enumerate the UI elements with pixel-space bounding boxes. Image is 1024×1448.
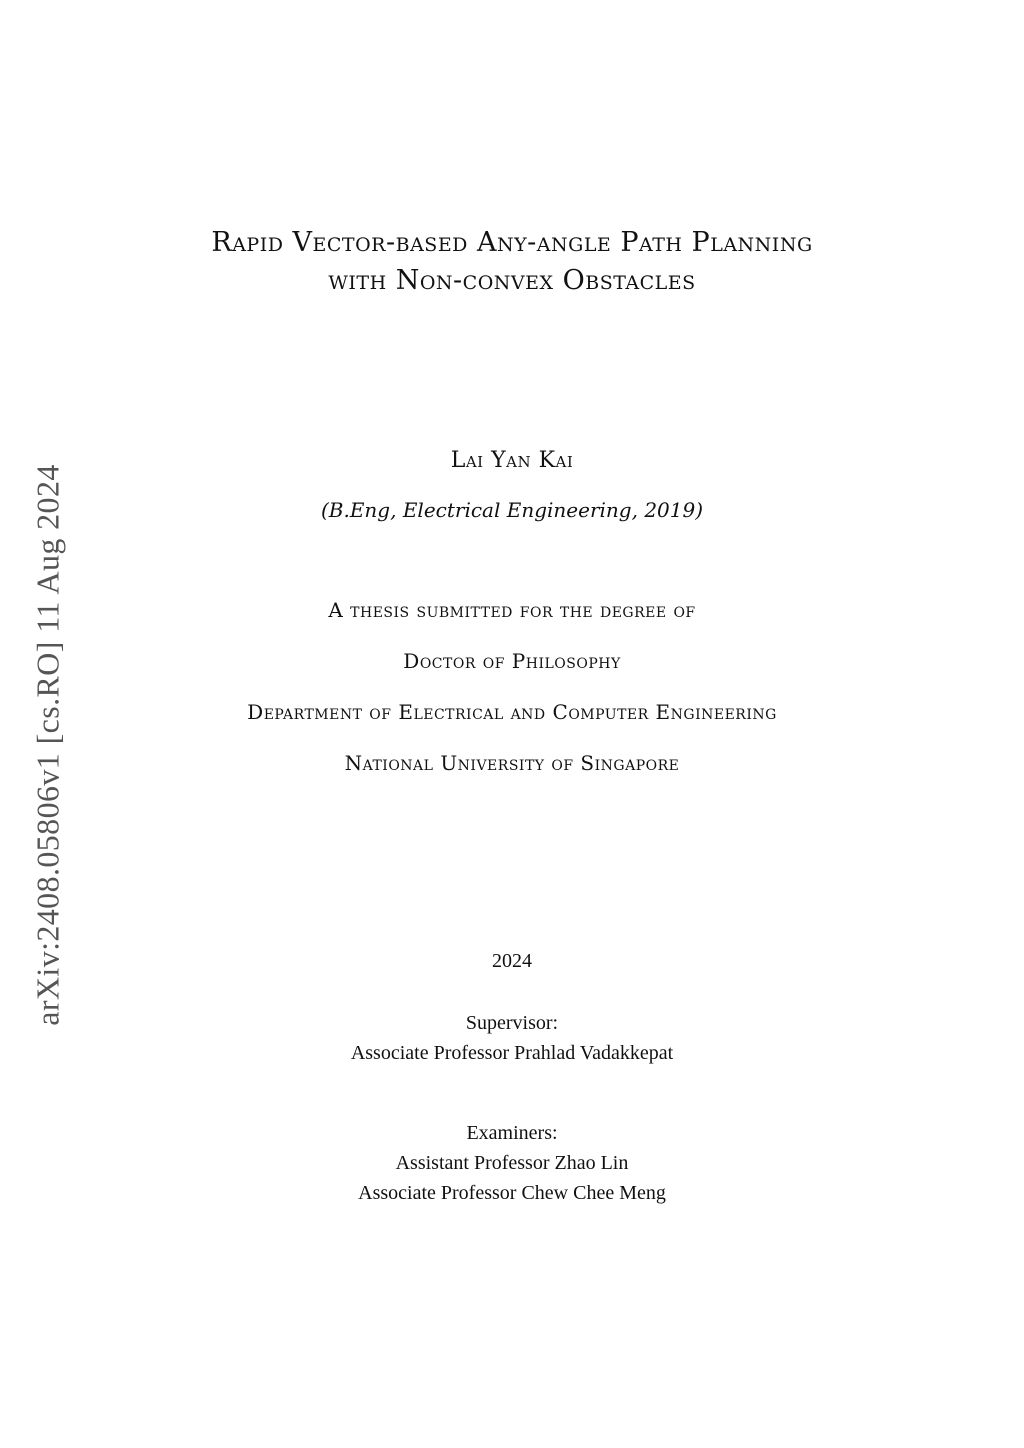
author-previous-degree: (B.Eng, Electrical Engineering, 2019): [320, 498, 704, 522]
examiner-name: Associate Professor Chew Chee Meng: [358, 1182, 666, 1204]
thesis-statement: A thesis submitted for the degree of: [328, 598, 696, 622]
submission-year: 2024: [492, 950, 532, 972]
examiners-heading: Examiners:: [466, 1122, 558, 1144]
examiner-name: Assistant Professor Zhao Lin: [395, 1152, 629, 1174]
thesis-title-line-1: Rapid Vector-based Any-angle Path Planning: [211, 227, 813, 258]
university-name: National University of Singapore: [344, 751, 680, 775]
arxiv-stamp: arXiv:2408.05806v1 [cs.RO] 11 Aug 2024: [29, 464, 66, 1026]
thesis-title-line-2: with Non-convex Obstacles: [328, 265, 696, 296]
department-name: Department of Electrical and Computer Engineering: [247, 700, 777, 724]
author-name: Lai Yan Kai: [450, 448, 574, 473]
supervisor-heading: Supervisor:: [465, 1012, 559, 1034]
degree-name: Doctor of Philosophy: [403, 649, 621, 673]
supervisor-name: Associate Professor Prahlad Vadakkepat: [350, 1042, 674, 1064]
